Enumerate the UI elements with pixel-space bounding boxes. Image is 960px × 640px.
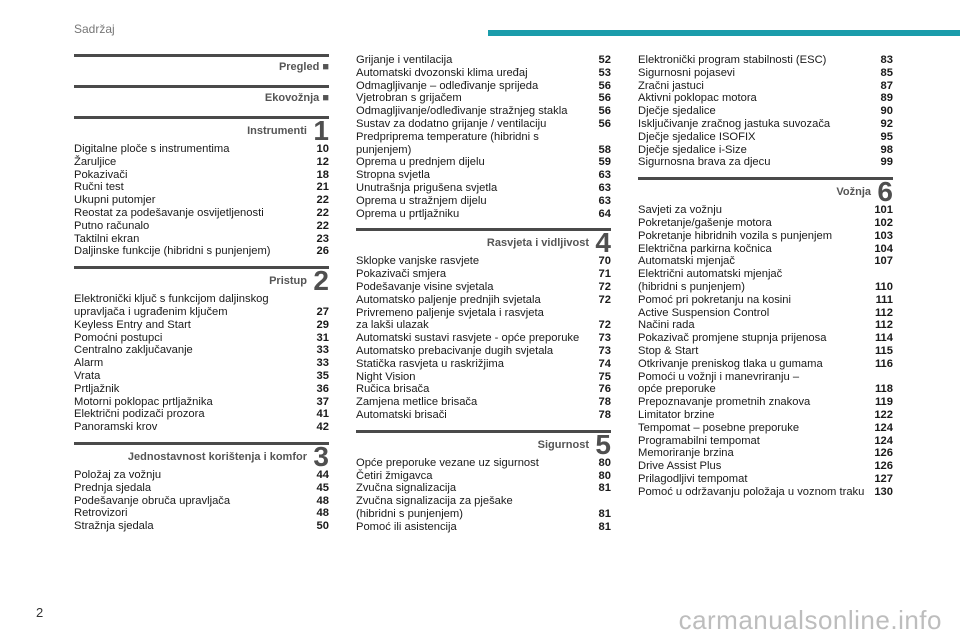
toc-entry-label: Stop & Start: [638, 344, 699, 357]
toc-entry[interactable]: [638, 204, 893, 217]
toc-entry-page: 45: [316, 481, 329, 494]
toc-entry-page: 107: [874, 255, 893, 268]
toc-entry-page: 44: [316, 468, 329, 481]
header-accent-bar: [488, 30, 960, 36]
toc-entry-page: 87: [880, 79, 893, 92]
toc-entry-label: Panoramski krov: [74, 421, 158, 434]
toc-entry-page: 80: [598, 469, 611, 482]
toc-entry[interactable]: [74, 469, 329, 482]
toc-entry-page: 83: [880, 54, 893, 66]
toc-entry-label: Položaj za vožnju: [74, 468, 162, 481]
toc-entry[interactable]: [638, 486, 893, 499]
section-header: [74, 440, 329, 472]
toc-entry[interactable]: [356, 470, 611, 483]
toc-entry-page: 119: [874, 396, 893, 409]
toc-entry[interactable]: [74, 233, 329, 246]
toc-entry-label: Dječje sjedalice ISOFIX: [638, 130, 756, 143]
toc-entry-label: Pokazivači smjera: [356, 268, 447, 281]
toc-entry[interactable]: [638, 473, 893, 486]
toc-entry[interactable]: [638, 255, 893, 268]
toc-entry[interactable]: [74, 396, 329, 409]
toc-entry-label: Retrovizori: [74, 507, 128, 520]
toc-entry-label: Električni automatski mjenjač (hibridni s punjenjem): [638, 268, 783, 293]
toc-entry[interactable]: [356, 457, 611, 470]
toc-entry-page: 72: [598, 319, 611, 332]
toc-entry[interactable]: [74, 181, 329, 194]
toc-entry-label: Pomoćni postupci: [74, 331, 163, 344]
toc-entry-label: Elektronički program stabilnosti (ESC): [638, 54, 827, 66]
toc-entry-page: 48: [316, 507, 329, 520]
toc-entry-page: 75: [598, 370, 611, 383]
toc-entry-page: 31: [316, 331, 329, 344]
section-header: [74, 115, 329, 146]
toc-entry[interactable]: [74, 495, 329, 508]
section-number: 6: [877, 176, 893, 208]
toc-entry-page: 71: [598, 268, 611, 281]
toc-entry-page: 90: [880, 105, 893, 118]
section-title[interactable]: Vožnja: [836, 186, 871, 199]
toc-entry-page: 27: [316, 305, 329, 318]
toc-section: [74, 442, 329, 533]
toc-entry-page: 72: [598, 280, 611, 293]
toc-entry[interactable]: [74, 245, 329, 258]
toc-entry[interactable]: [638, 118, 893, 131]
section-header: [356, 227, 611, 259]
toc-entry[interactable]: [356, 383, 611, 396]
toc-entry[interactable]: [638, 319, 893, 332]
toc-entry-page: 52: [598, 54, 611, 66]
toc-entry[interactable]: [638, 371, 893, 397]
toc-entry-page: 33: [316, 344, 329, 357]
toc-entry-label: Četiri žmigavca: [356, 469, 433, 482]
toc-entry-label: Sustav za dodatno grijanje / ventilaciju: [356, 117, 547, 130]
toc-entry[interactable]: [638, 294, 893, 307]
toc-entry-label: Night Vision: [356, 370, 416, 383]
toc-entry-label: Pomoć ili asistencija: [356, 520, 457, 533]
toc-section: [356, 228, 611, 421]
toc-entry-label: Zvučna signalizacija za pješake (hibridni s punjenjem): [356, 495, 513, 520]
toc-entry-page: 58: [598, 143, 611, 156]
watermark-text: carmanualsonline.info: [678, 605, 942, 635]
toc-entry-label: Pokretanje/gašenje motora: [638, 216, 772, 229]
toc-entry-page: 103: [874, 229, 893, 242]
toc-entry-label: Načini rada: [638, 319, 695, 332]
toc-entry[interactable]: [74, 408, 329, 421]
toc-entry-page: 126: [874, 460, 893, 473]
toc-section: [74, 266, 329, 434]
toc-entry-label: Digitalne ploče s instrumentima: [74, 143, 230, 155]
toc-entry-page: 112: [874, 306, 893, 319]
toc-entry-page: 80: [598, 456, 611, 469]
toc-entry-page: 85: [880, 66, 893, 79]
toc-entry-page: 112: [874, 319, 893, 332]
toc-entry[interactable]: [74, 482, 329, 495]
section-title[interactable]: Rasvjeta i vidljivost: [486, 237, 589, 250]
toc-entry-label: Automatski mjenjač: [638, 255, 735, 268]
toc-entry-page: 12: [316, 155, 329, 168]
toc-section: [356, 430, 611, 534]
toc-entry-page: 114: [874, 332, 893, 345]
toc-entry[interactable]: [638, 156, 893, 169]
toc-entry-label: Električni podizači prozora: [74, 408, 205, 421]
toc-entry-page: 78: [598, 396, 611, 409]
toc-entry-label: Oprema u stražnjem dijelu: [356, 194, 487, 207]
toc-entry[interactable]: [356, 54, 611, 67]
toc-entry-label: Pomoći u vožnji i manevriranju – opće preporuke: [638, 370, 800, 396]
toc-entry-page: 50: [316, 520, 329, 533]
toc-entry[interactable]: [638, 67, 893, 80]
toc-entry-page: 74: [598, 357, 611, 370]
toc-entry-label: Stražnja sjedala: [74, 520, 154, 533]
section-title[interactable]: Ekovožnja ■: [264, 92, 329, 104]
section-title[interactable]: Pregled ■: [278, 61, 329, 73]
section-number: 3: [313, 440, 329, 472]
toc-entry-label: Drive Assist Plus: [638, 460, 722, 473]
toc-entry[interactable]: [638, 230, 893, 243]
toc-entry[interactable]: [638, 80, 893, 93]
toc-entry-page: 124: [874, 421, 893, 434]
toc-entry-page: 63: [598, 169, 611, 182]
section-number: 5: [595, 428, 611, 460]
toc-entry[interactable]: [356, 409, 611, 422]
toc-entry-label: Automatski brisači: [356, 408, 447, 421]
toc-entry-page: 81: [598, 507, 611, 520]
toc-entry[interactable]: [74, 143, 329, 156]
toc-entry-label: Elektronički ključ s funkcijom daljinskog upravljača i ugrađenim ključem: [74, 293, 269, 318]
toc-entry-label: Dječje sjedalice i-Size: [638, 143, 747, 156]
toc-column-3: [638, 54, 893, 507]
toc-entry-page: 122: [874, 408, 893, 421]
toc-entry[interactable]: [356, 92, 611, 105]
toc-entry[interactable]: [638, 396, 893, 409]
toc-entry-page: 81: [598, 482, 611, 495]
section-number: 4: [595, 227, 611, 259]
toc-entry-page: 56: [598, 92, 611, 105]
toc-entry-page: 63: [598, 181, 611, 194]
toc-entry-label: Keyless Entry and Start: [74, 318, 191, 331]
toc-entry-label: Savjeti za vožnju: [638, 204, 722, 217]
toc-entry-page: 48: [316, 494, 329, 507]
toc-entry-page: 33: [316, 357, 329, 370]
page-header-title: Sadržaj: [74, 22, 115, 36]
toc-entry-page: 41: [316, 408, 329, 421]
toc-entry[interactable]: [356, 396, 611, 409]
toc-entry-label: Ručica brisača: [356, 383, 430, 396]
toc-entry[interactable]: [356, 182, 611, 195]
section-title[interactable]: Sigurnost: [537, 438, 589, 451]
section-number: 2: [313, 265, 329, 297]
toc-entry-page: 10: [316, 143, 329, 155]
toc-entry-label: Pokazivač promjene stupnja prijenosa: [638, 332, 827, 345]
toc-entry-page: 118: [874, 383, 893, 396]
toc-entry[interactable]: [74, 156, 329, 169]
toc-entry-label: Automatski dvozonski klima uređaj: [356, 66, 528, 79]
toc-entry-label: Isključivanje zračnog jastuka suvozača: [638, 117, 831, 130]
toc-entry-label: Žaruljice: [74, 155, 117, 168]
toc-entry-label: Prilagodljivi tempomat: [638, 472, 748, 485]
toc-entry[interactable]: [74, 332, 329, 345]
toc-entry-label: Putno računalo: [74, 219, 150, 232]
toc-entry-page: 81: [598, 520, 611, 533]
toc-entry-label: Podešavanje obruča upravljača: [74, 494, 231, 507]
toc-entry[interactable]: [356, 208, 611, 221]
toc-entry[interactable]: [638, 447, 893, 460]
toc-entry[interactable]: [356, 371, 611, 384]
toc-entry[interactable]: [638, 332, 893, 345]
toc-entry[interactable]: [638, 345, 893, 358]
toc-section: [74, 54, 329, 77]
toc-entry[interactable]: [74, 220, 329, 233]
toc-entry-label: Oprema u prednjem dijelu: [356, 156, 485, 169]
toc-entry[interactable]: [638, 105, 893, 118]
toc-entry-page: 98: [880, 143, 893, 156]
toc-entry-page: 56: [598, 105, 611, 118]
toc-entry[interactable]: [356, 345, 611, 358]
toc-column-2: [356, 54, 611, 542]
toc-entry[interactable]: [638, 217, 893, 230]
toc-entry-label: Programabilni tempomat: [638, 434, 760, 447]
section-header: [74, 265, 329, 297]
section-header: [74, 85, 329, 108]
toc-entry-page: 110: [874, 280, 893, 293]
toc-entry-label: Automatsko prebacivanje dugih svjetala: [356, 344, 554, 357]
toc-entry-page: 115: [874, 344, 893, 357]
toc-entry-label: Električna parkirna kočnica: [638, 242, 772, 255]
toc-entry-label: Sigurnosni pojasevi: [638, 66, 736, 79]
toc-entry[interactable]: [356, 131, 611, 157]
toc-entry[interactable]: [74, 207, 329, 220]
toc-section: [638, 54, 893, 169]
toc-entry[interactable]: [356, 268, 611, 281]
toc-entry[interactable]: [638, 54, 893, 67]
section-header: [74, 54, 329, 77]
toc-entry-page: 127: [874, 472, 893, 485]
toc-entry[interactable]: [356, 294, 611, 307]
toc-entry[interactable]: [356, 118, 611, 131]
toc-entry-label: Opće preporuke vezane uz sigurnost: [356, 456, 539, 469]
toc-entry-page: 95: [880, 130, 893, 143]
toc-entry-label: Zamjena metlice brisača: [356, 396, 478, 409]
toc-entry[interactable]: [356, 105, 611, 118]
toc-entry[interactable]: [74, 421, 329, 434]
toc-entry-page: 116: [874, 357, 893, 370]
toc-entry-label: Prepoznavanje prometnih znakova: [638, 396, 811, 409]
toc-entry-label: Motorni poklopac prtljažnika: [74, 395, 213, 408]
toc-entry-page: 104: [874, 242, 893, 255]
toc-entry-label: Statička rasvjeta u raskrižjima: [356, 357, 504, 370]
section-number: 1: [313, 115, 329, 146]
toc-entry-page: 37: [316, 395, 329, 408]
toc-entry[interactable]: [356, 358, 611, 371]
toc-entry-page: 78: [598, 408, 611, 421]
section-title[interactable]: Pristup: [269, 275, 307, 288]
toc-column-1: [74, 54, 329, 541]
toc-entry-page: 102: [874, 216, 893, 229]
toc-entry[interactable]: [74, 293, 329, 319]
toc-entry-page: 111: [875, 293, 893, 306]
toc-entry-label: Ručni test: [74, 181, 124, 194]
toc-entry[interactable]: [638, 422, 893, 435]
toc-entry[interactable]: [74, 507, 329, 520]
toc-entry[interactable]: [638, 409, 893, 422]
toc-entry-label: Centralno zaključavanje: [74, 344, 193, 357]
toc-entry-page: 72: [598, 293, 611, 306]
toc-entry-page: 73: [598, 344, 611, 357]
toc-entry-page: 23: [316, 232, 329, 245]
toc-entry-page: 99: [880, 156, 893, 169]
toc-entry-page: 56: [598, 117, 611, 130]
toc-entry[interactable]: [356, 482, 611, 495]
toc-entry-page: 76: [598, 383, 611, 396]
toc-entry-page: 18: [316, 168, 329, 181]
toc-entry-page: 56: [598, 79, 611, 92]
toc-entry[interactable]: [356, 156, 611, 169]
toc-entry[interactable]: [356, 495, 611, 521]
toc-entry-label: Aktivni poklopac motora: [638, 92, 757, 105]
toc-entry[interactable]: [356, 255, 611, 268]
section-header: [638, 176, 893, 208]
toc-entry-label: Active Suspension Control: [638, 306, 770, 319]
toc-entry[interactable]: [638, 358, 893, 371]
toc-entry-label: Vjetrobran s grijačem: [356, 92, 462, 105]
toc-entry-page: 35: [316, 369, 329, 382]
toc-entry-label: Reostat za podešavanje osvijetljenosti: [74, 206, 264, 219]
toc-entry[interactable]: [74, 344, 329, 357]
toc-entry-label: Alarm: [74, 357, 104, 370]
toc-entry-page: 22: [316, 219, 329, 232]
toc-entry[interactable]: [356, 521, 611, 534]
toc-section: [74, 85, 329, 108]
toc-entry-label: Grijanje i ventilacija: [356, 54, 453, 66]
toc-entry-label: Unutrašnja prigušena svjetla: [356, 181, 498, 194]
toc-entry[interactable]: [356, 195, 611, 208]
toc-entry[interactable]: [74, 357, 329, 370]
toc-entry[interactable]: [74, 194, 329, 207]
toc-entry-label: Memoriranje brzina: [638, 447, 734, 460]
toc-entry[interactable]: [356, 281, 611, 294]
toc-entry-page: 89: [880, 92, 893, 105]
toc-entry-page: 59: [598, 156, 611, 169]
toc-entry-label: Vrata: [74, 369, 101, 382]
toc-entry-label: Odmagljivanje – odleđivanje sprijeda: [356, 79, 539, 92]
toc-entry[interactable]: [638, 92, 893, 105]
toc-entry[interactable]: [74, 383, 329, 396]
toc-entry-label: Automatsko paljenje prednjih svjetala: [356, 293, 541, 306]
toc-entry-label: Privremeno paljenje svjetala i rasvjeta za lakši ulazak: [356, 306, 544, 332]
toc-entry-page: 21: [316, 181, 329, 194]
toc-entry-label: Taktilni ekran: [74, 232, 140, 245]
toc-entry-page: 130: [874, 485, 893, 498]
toc-section: [638, 177, 893, 498]
toc-entry-page: 42: [316, 421, 329, 434]
toc-entry-page: 124: [874, 434, 893, 447]
toc-entry[interactable]: [74, 370, 329, 383]
toc-entry[interactable]: [638, 243, 893, 256]
toc-entry[interactable]: [638, 144, 893, 157]
section-header: [356, 428, 611, 460]
toc-entry[interactable]: [74, 520, 329, 533]
toc-entry-page: 22: [316, 206, 329, 219]
toc-section: [74, 116, 329, 258]
page-number: 2: [36, 605, 44, 620]
toc-entry-page: 73: [598, 332, 611, 345]
toc-entry-label: Dječje sjedalice: [638, 105, 716, 118]
toc-entry-page: 22: [316, 194, 329, 207]
section-title[interactable]: Instrumenti: [247, 125, 307, 137]
toc-entry[interactable]: [638, 460, 893, 473]
toc-entry[interactable]: [356, 307, 611, 333]
toc-entry-label: Predpriprema temperature (hibridni s punjenjem): [356, 130, 539, 156]
toc-entry-page: 26: [316, 245, 329, 258]
toc-entry-label: Tempomat – posebne preporuke: [638, 421, 800, 434]
toc-entry-page: 53: [598, 66, 611, 79]
toc-entry[interactable]: [74, 169, 329, 182]
toc-entry-label: Prtljažnik: [74, 382, 120, 395]
toc-entry[interactable]: [74, 319, 329, 332]
toc-entry[interactable]: [638, 268, 893, 294]
toc-entry[interactable]: [638, 307, 893, 320]
toc-entry-label: Daljinske funkcije (hibridni s punjenjem): [74, 245, 271, 258]
toc-entry-label: Stropna svjetla: [356, 169, 431, 182]
toc-entry-label: Ukupni putomjer: [74, 194, 156, 207]
toc-section: [356, 54, 611, 220]
toc-entry[interactable]: [638, 131, 893, 144]
toc-entry-label: Prednja sjedala: [74, 481, 152, 494]
toc-entry-label: Zvučna signalizacija: [356, 482, 457, 495]
toc-entry-page: 101: [874, 204, 893, 217]
toc-entry-page: 126: [874, 447, 893, 460]
toc-entry-label: Podešavanje visine svjetala: [356, 280, 494, 293]
toc-entry-label: Pokretanje hibridnih vozila s punjenjem: [638, 229, 833, 242]
toc-entry-label: Oprema u prtljažniku: [356, 207, 460, 220]
toc-entry-label: Odmagljivanje/odleđivanje stražnjeg stakla: [356, 105, 568, 118]
toc-entry-label: Sigurnosna brava za djecu: [638, 156, 771, 169]
toc-entry-page: 64: [598, 207, 611, 220]
toc-entry-page: 70: [598, 255, 611, 268]
toc-entry-page: 36: [316, 382, 329, 395]
toc-entry-page: 29: [316, 318, 329, 331]
toc-entry-label: Pokazivači: [74, 168, 128, 181]
toc-entry-label: Pomoć pri pokretanju na kosini: [638, 293, 791, 306]
toc-entry-label: Automatski sustavi rasvjete - opće preporuke: [356, 332, 580, 345]
toc-entry[interactable]: [356, 80, 611, 93]
toc-entry-page: 92: [880, 117, 893, 130]
toc-entry-label: Pomoć u održavanju položaja u voznom traku: [638, 485, 865, 498]
toc-entry-label: Sklopke vanjske rasvjete: [356, 255, 480, 268]
toc-entry[interactable]: [638, 435, 893, 448]
toc-entry-label: Zračni jastuci: [638, 79, 704, 92]
toc-entry[interactable]: [356, 169, 611, 182]
toc-entry[interactable]: [356, 332, 611, 345]
toc-entry[interactable]: [356, 67, 611, 80]
toc-entry-label: Otkrivanje preniskog tlaka u gumama: [638, 357, 823, 370]
section-title[interactable]: Jednostavnost korištenja i komfor: [127, 450, 307, 463]
toc-entry-page: 63: [598, 194, 611, 207]
toc-entry-label: Limitator brzine: [638, 408, 715, 421]
